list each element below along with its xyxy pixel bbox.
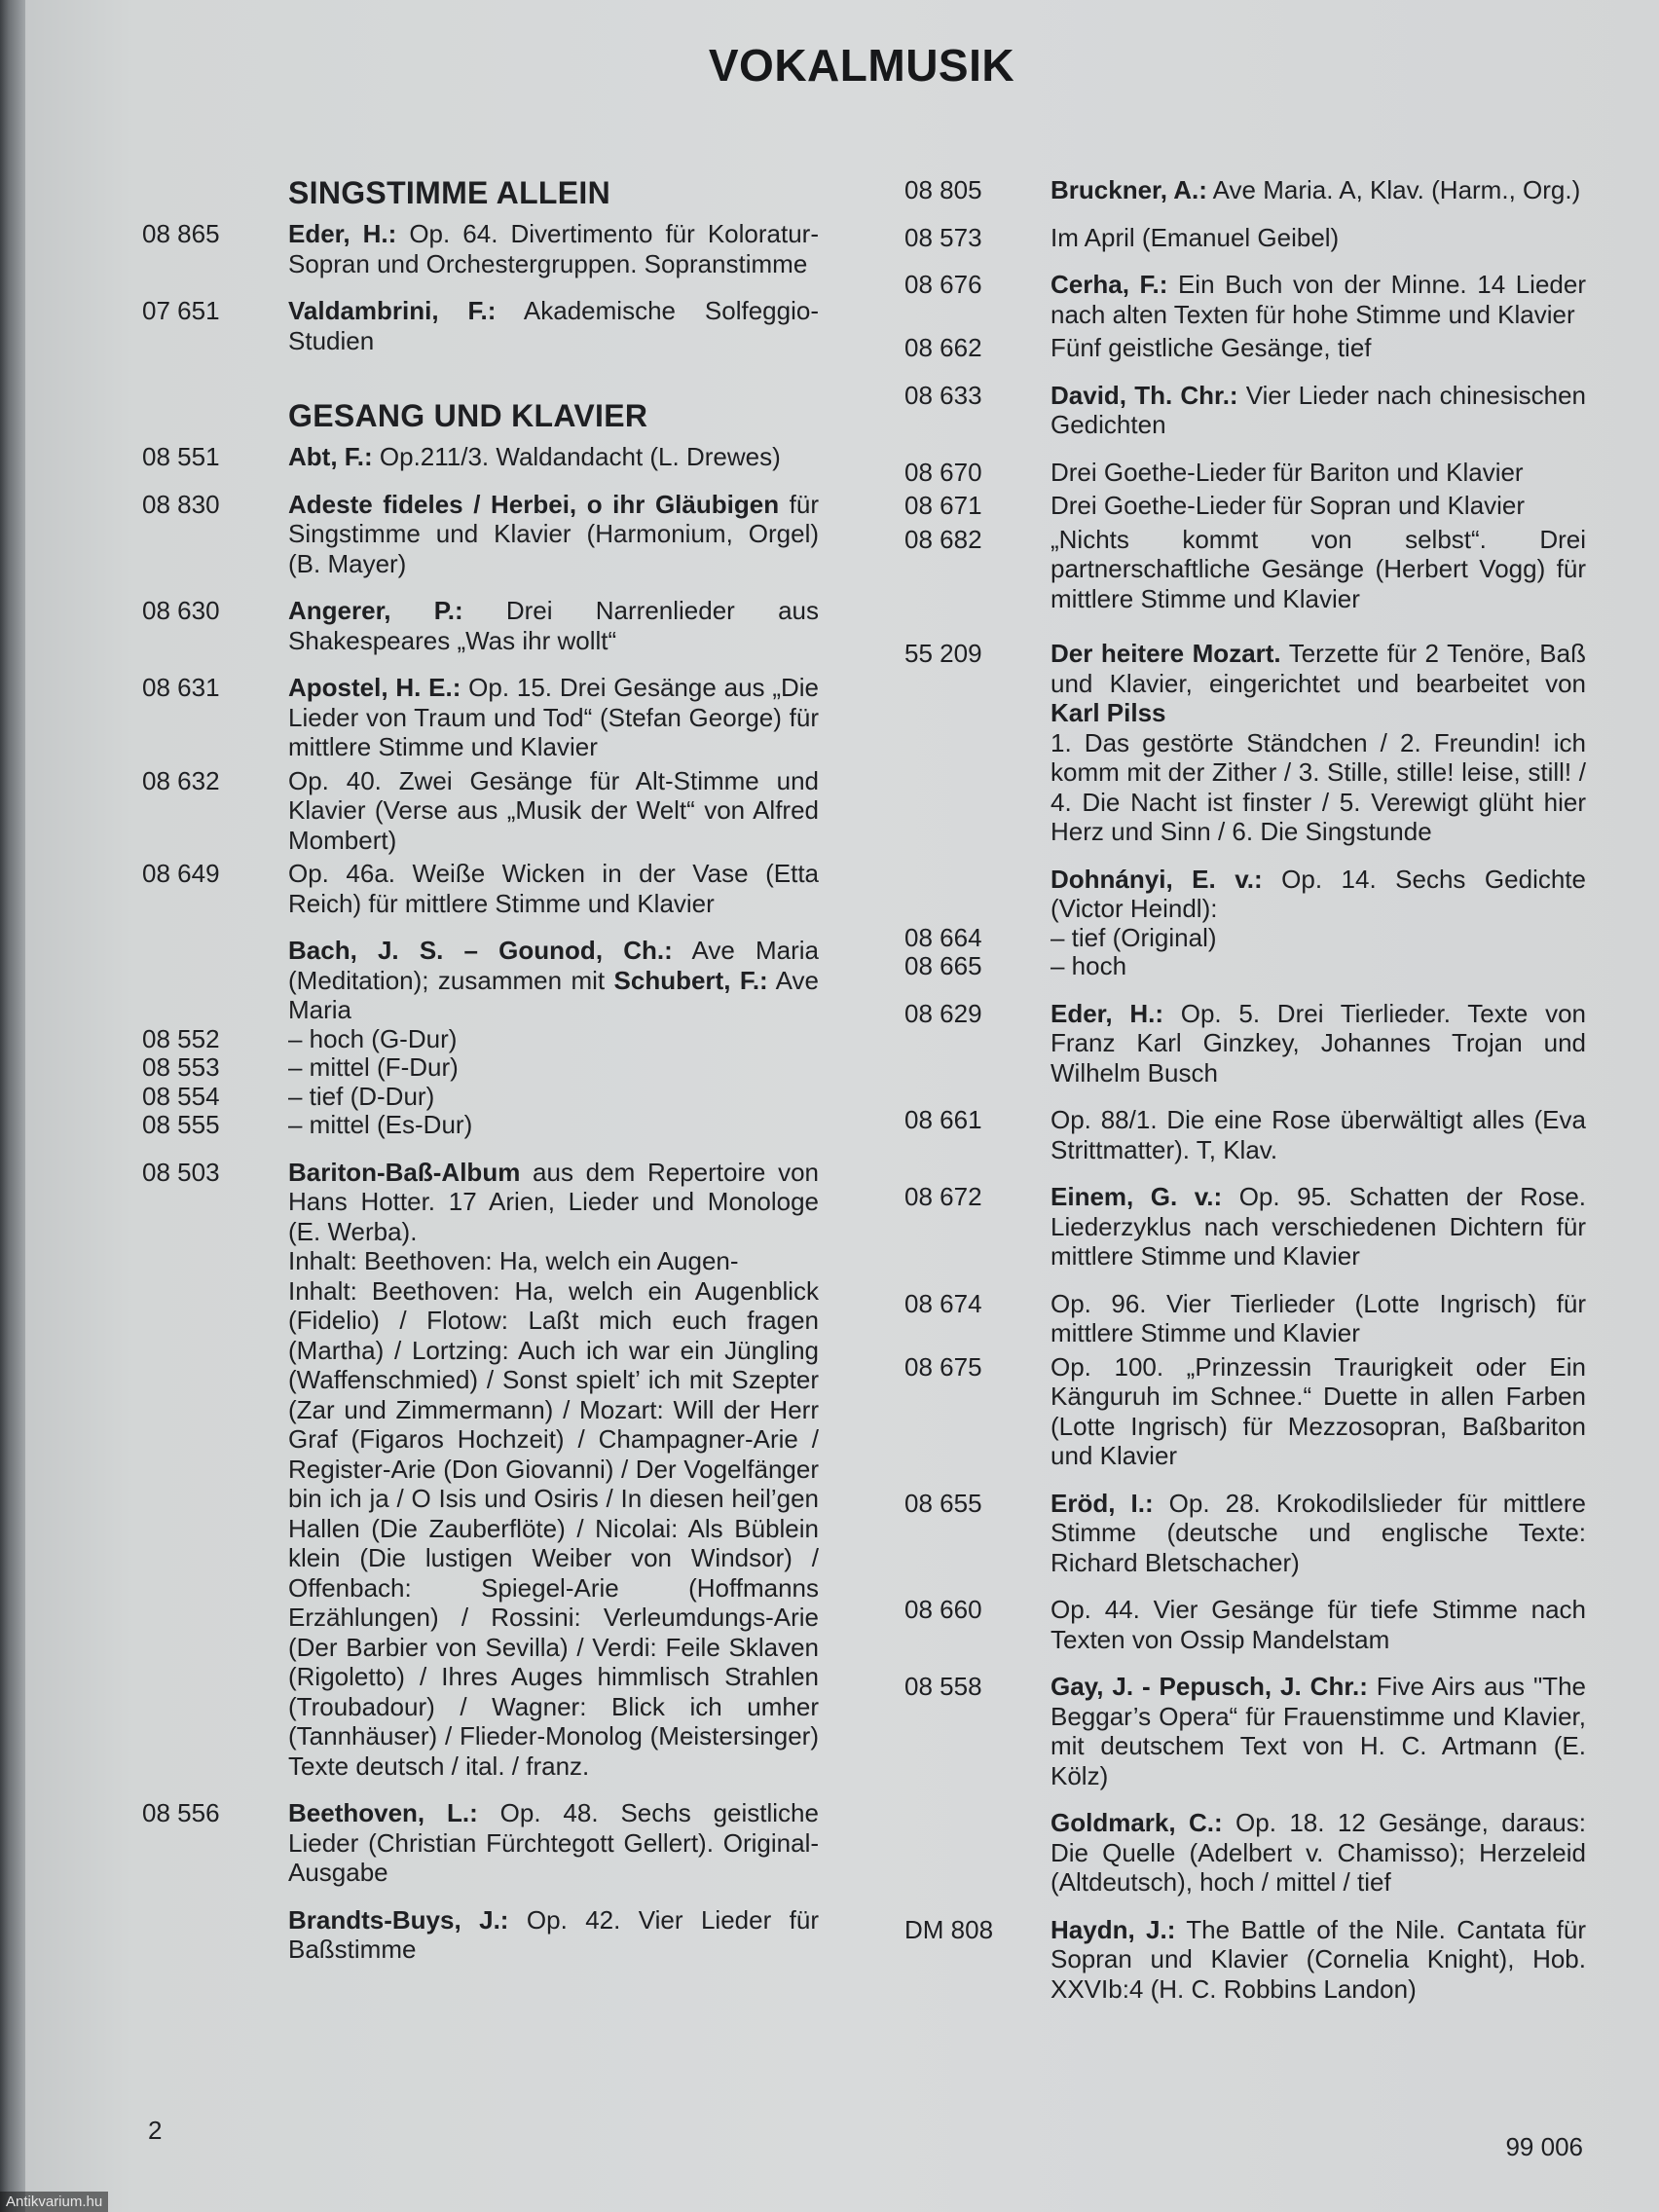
catalog-entry [142,1798,819,1888]
entry-description: Ave Maria. A, Klav. (Harm., Org.) [1206,175,1581,204]
catalog-entry [904,1289,1586,1348]
entry-text [288,1798,819,1888]
entry-description: Im April (Emanuel Geibel) [1051,222,1340,252]
watermark: Antikvarium.hu [0,2192,108,2212]
entry-text [1051,1672,1586,1790]
entry-description: Op.211/3. Waldandacht (L. Drewes) [372,442,781,471]
entry-description: Ein Buch von der Minne. 14 Lieder nach alten Texten für hohe Stimme und Klavier [1051,270,1587,329]
entry-description: Op. 14. Sechs Gedichte (Victor Heindl): [1051,864,1586,923]
catalog-entry [142,859,819,918]
catalog-entry [904,333,1586,363]
page-title: VOKALMUSIK [708,40,1015,91]
catalog-number: 08 553 [142,1052,220,1082]
catalog-subentry [904,952,1586,981]
entry-description: Op. 40. Zwei Gesänge für Alt-Stimme und Klavier (Verse aus „Musik der Welt“ von Alfred Mombert) [288,765,819,855]
catalog-number: 08 670 [904,457,982,487]
voice-range: – tief (Original) [1051,922,1217,952]
composer-name: Dohnányi, E. v.: [1051,864,1263,894]
catalog-number: 08 629 [904,998,982,1028]
composer-name: Einem, G. v.: [1051,1182,1223,1211]
catalog-number: 08 556 [142,1798,220,1827]
entry-description: Op. 95. Schatten der Rose. Liederzyklus nach verschiedenen Dichtern für mittlere Stimme und Klavier [1051,1182,1586,1271]
catalog-entry [904,458,1586,488]
entry-description: Ave Maria (Meditation); zusammen mit [288,936,819,995]
entry-text [288,936,819,1025]
section-heading-singstimme-allein: SINGSTIMME ALLEIN [288,175,611,210]
catalog-entry [904,1915,1586,2005]
catalog-number: 08 682 [904,524,982,554]
composer-name: Eder, H.: [1051,998,1163,1028]
catalog-subentry [142,1111,819,1140]
catalog-number: 08 665 [904,951,982,980]
entry-text [1051,1352,1586,1471]
catalog-entry [904,1105,1586,1164]
entry-description: Op. 46a. Weiße Wicken in der Vase (Etta Reich) für mittlere Stimme und Klavier [288,859,819,918]
entry-description: The Battle of the Nile. Cantata für Sopran und Klavier (Cornelia Knight), Hob. XXVIb:4 (H. C. Robbins Landon) [1051,1914,1586,2004]
catalog-entry [904,1489,1586,1578]
composer-name: Eröd, I.: [1051,1488,1154,1518]
voice-range: – tief (D-Dur) [288,1081,435,1111]
entry-text [288,673,819,762]
catalog-number: 08 655 [904,1488,982,1518]
entry-text [1051,333,1586,363]
entry-description: Vier Lieder nach chinesischen Gedichten [1051,380,1586,439]
catalog-entry [142,442,819,472]
entry-text [288,859,819,918]
catalog-number: 08 676 [904,270,982,299]
voice-range: – mittel (F-Dur) [288,1052,459,1082]
left-column [142,175,819,1982]
composer-name: Apostel, H. E.: [288,673,461,702]
entry-text [1051,525,1586,614]
catalog-entry [904,999,1586,1088]
entry-text [1051,639,1586,847]
catalog-number: 08 554 [142,1081,220,1111]
catalog-entry [142,673,819,762]
composer-name: Bruckner, A.: [1051,175,1207,204]
catalog-subentry [142,1083,819,1112]
entry-description: Terzette für 2 Tenöre, Baß und Klavier, eingerichtet und bearbeitet von [1051,639,1586,698]
entry-text [1051,999,1586,1088]
catalog-entry-group-bach-gounod [142,936,819,1140]
catalog-entry-group-dohnanyi [904,865,1586,981]
composer-name: Cerha, F.: [1051,270,1168,299]
entry-description: Fünf geistliche Gesänge, tief [1051,333,1372,362]
entry-description: Op. 88/1. Die eine Rose überwältigt alles (Eva Strittmatter). T, Klav. [1051,1105,1586,1164]
entry-description: Op. 42. Vier Lieder für Baßstimme [288,1904,819,1964]
arranger-name: Karl Pilss [1051,698,1166,727]
catalog-number: 08 661 [904,1105,982,1134]
catalog-entry [142,1905,819,1965]
catalog-number: 08 630 [142,596,220,625]
catalog-entry [904,270,1586,329]
contents-list: Inhalt: Beethoven: Ha, welch ein Augenblick (Fidelio) / Flotow: Laßt mich euch fragen (Martha) / Lortzing: Auch ich war ein Jüngling (Waffenschmied) / Sonst spielt’ ich mit Szepter (Zar und Zimmermann) / Mozart: Will der Herr Graf (Figaros Hochzeit) / Champagner-Arie / Register-Arie (Don Giovanni) / Der Vogelfänger bin ich ja / O Isis und Osiris / In diesen heil’gen Hallen (Die Zauberflöte) / Nicolai: Als Büblein klein (Die lustigen Weiber von Windsor) / Offenbach: Spiegel-Arie (Hoffmanns Erzählungen) / Rossini: Verleumdungs-Arie (Der Barbier von Sevilla) / Verdi: Feile Sklaven (Rigoletto) / Ihres Auges himmlisch Strahlen (Troubadour) / Wagner: Blick ich umher (Tannhäuser) / Flieder-Monolog (Meistersinger) Texte deutsch / ital. / franz. [288,1275,819,1781]
catalog-number: 08 662 [904,333,982,362]
work-title: Bariton-Baß-Album [288,1157,521,1187]
entry-text [1051,1182,1586,1272]
composer-name: Beethoven, L.: [288,1798,478,1827]
entry-text [288,490,819,579]
entry-text [1051,381,1586,440]
composer-name: Bach, J. S. – Gounod, Ch.: [288,936,673,965]
contents-line: Inhalt: Beethoven: Ha, welch ein Augen- [288,1246,739,1275]
entry-text [1051,223,1586,253]
catalog-subentry [142,1025,819,1054]
entry-description: Op. 48. Sechs geistliche Lieder (Christian Fürchtegott Gellert). Original-Ausgabe [288,1798,819,1887]
entry-description: Op. 18. 12 Gesänge, daraus: Die Quelle (Adelbert v. Chamisso); Herzeleid (Altdeutsch), hoch / mittel / tief [1051,1808,1586,1897]
entry-description: Op. 15. Drei Gesänge aus „Die Lieder von Traum und Tod“ (Stefan George) für mittlere Stimme und Klavier [288,673,819,761]
entry-text [1051,1289,1586,1348]
catalog-number [142,1905,288,1965]
catalog-number: 08 633 [904,380,982,410]
catalog-number: 08 672 [904,1182,982,1211]
work-title: Adeste fideles / Herbei, o ihr Gläubigen [288,489,780,519]
catalog-number: 08 555 [142,1110,220,1139]
catalog-entry [904,1352,1586,1471]
catalog-entry [904,1595,1586,1654]
voice-range: – hoch [1051,951,1127,980]
right-column [904,175,1586,2021]
entry-description: Drei Goethe-Lieder für Sopran und Klavier [1051,491,1526,520]
voice-range: – mittel (Es-Dur) [288,1110,473,1139]
entry-text [288,596,819,655]
composer-name: Haydn, J.: [1051,1914,1176,1944]
entry-text [288,1905,819,1965]
entry-text [1051,270,1586,329]
entry-text [1051,1595,1586,1654]
catalog-entry [904,1808,1586,1898]
catalog-number: 08 558 [904,1672,982,1701]
catalog-entry [142,296,819,355]
catalog-number [904,1808,1051,1898]
catalog-number: 08 865 [142,219,220,248]
catalog-entry-heitere-mozart [904,639,1586,847]
entry-text [288,219,819,278]
catalog-number: 08 551 [142,442,220,471]
composer-name: Abt, F.: [288,442,373,471]
catalog-entry [142,596,819,655]
entry-description: Drei Narrenlieder aus Shakespeares „Was ihr wollt“ [288,596,819,655]
composer-name: Valdambrini, F.: [288,296,497,325]
entry-description: aus dem Repertoire von Hans Hotter. 17 Arien, Lieder und Monologe (E. Werba). [288,1157,819,1246]
page-number: 2 [148,2116,163,2145]
entry-text [1051,865,1586,924]
voice-range: – hoch (G-Dur) [288,1023,458,1053]
catalog-number: 08 671 [904,491,982,520]
catalog-entry [904,1182,1586,1272]
catalog-number: 55 209 [904,639,982,668]
catalog-number: 08 660 [904,1595,982,1624]
catalog-entry [904,525,1586,614]
entry-text [1051,458,1586,488]
entry-description: Op. 96. Vier Tierlieder (Lotte Ingrisch) für mittlere Stimme und Klavier [1051,1288,1586,1347]
catalog-number: 08 830 [142,489,220,519]
composer-name: Gay, J. - Pepusch, J. Chr.: [1051,1672,1368,1701]
entry-description: für Singstimme und Klavier (Harmonium, Orgel) (B. Mayer) [288,489,819,578]
entry-text [288,296,819,355]
entry-description: Op. 28. Krokodilslieder für mittlere Stimme (deutsche und englische Texte: Richard Bletschacher) [1051,1488,1586,1577]
catalog-subentry [904,924,1586,953]
catalog-entry [142,219,819,278]
catalog-number: 08 674 [904,1288,982,1318]
entry-text [1051,1808,1586,1898]
catalog-number: 08 573 [904,222,982,252]
catalog-number: 08 805 [904,175,982,204]
catalog-number: 07 651 [142,296,220,325]
catalog-number: 08 675 [904,1351,982,1382]
entry-description: Op. 100. „Prinzessin Traurigkeit oder Ein Känguruh im Schnee.“ Duette in allen Farben (Lotte Ingrisch) für Mezzosopran, Baßbariton und Klavier [1051,1351,1586,1470]
catalog-entry [904,223,1586,253]
entry-description: Op. 5. Drei Tierlieder. Texte von Franz Karl Ginzkey, Johannes Trojan und Wilhelm Busch [1051,998,1586,1088]
catalog-entry [142,766,819,856]
catalog-number: 08 632 [142,765,220,795]
entry-description: Akademische Solfeggio-Studien [288,296,819,355]
catalog-number: 08 664 [904,922,982,952]
entry-text [1051,491,1586,521]
catalog-entry [904,491,1586,521]
entry-text [288,442,819,472]
catalog-entry [904,1672,1586,1790]
contents-list: 1. Das gestörte Ständchen / 2. Freundin! ich komm mit der Zither / 3. Stille, stille! leise, still! / 4. Die Nacht ist finster / 5. Verewigt glüht hier Herz und Sinn / 6. Die Singstunde [1051,727,1586,846]
entry-text [288,1158,819,1782]
entry-description: Drei Goethe-Lieder für Bariton und Klavier [1051,457,1524,487]
work-title: Der heitere Mozart. [1051,639,1281,668]
catalog-subentry [142,1053,819,1083]
entry-text [288,766,819,856]
entry-description: Five Airs aus "The Beggar’s Opera“ für Frauenstimme und Klavier, mit deutschem Text von H. C. Artmann (E. Kölz) [1051,1672,1586,1790]
composer-name: Angerer, P.: [288,596,463,625]
entry-text [1051,1489,1586,1578]
section-heading-gesang-und-klavier: GESANG UND KLAVIER [288,398,648,433]
catalog-entry [904,381,1586,440]
composer-name: Schubert, F.: [613,965,768,995]
catalog-number: 08 503 [142,1157,220,1187]
entry-text [1051,1105,1586,1164]
catalog-number: DM 808 [904,1914,994,1944]
catalog-entry [904,175,1586,205]
composer-name: Eder, H.: [288,219,397,248]
page-binding-edge [0,0,25,2212]
composer-name: David, Th. Chr.: [1051,380,1238,410]
catalog-number: 08 552 [142,1023,220,1053]
composer-name: Goldmark, C.: [1051,1808,1223,1837]
entry-description: Ave Maria [288,965,820,1024]
catalog-entry-bariton-bass-album [142,1158,819,1782]
entry-description: „Nichts kommt von selbst“. Drei partnerschaftliche Gesänge (Herbert Vogg) für mittlere Stimme und Klavier [1051,524,1586,613]
entry-description: Op. 44. Vier Gesänge für tiefe Stimme nach Texten von Ossip Mandelstam [1051,1595,1586,1654]
entry-text [1051,175,1586,205]
catalog-code: 99 006 [1505,2132,1583,2161]
catalog-number: 08 631 [142,673,220,702]
entry-description: Op. 64. Divertimento für Koloratur-Sopran und Orchestergruppen. Sopranstimme [288,219,819,278]
catalog-entry [142,490,819,579]
catalog-number: 08 649 [142,859,220,888]
entry-text [1051,1915,1586,2005]
composer-name: Brandts-Buys, J.: [288,1904,509,1935]
